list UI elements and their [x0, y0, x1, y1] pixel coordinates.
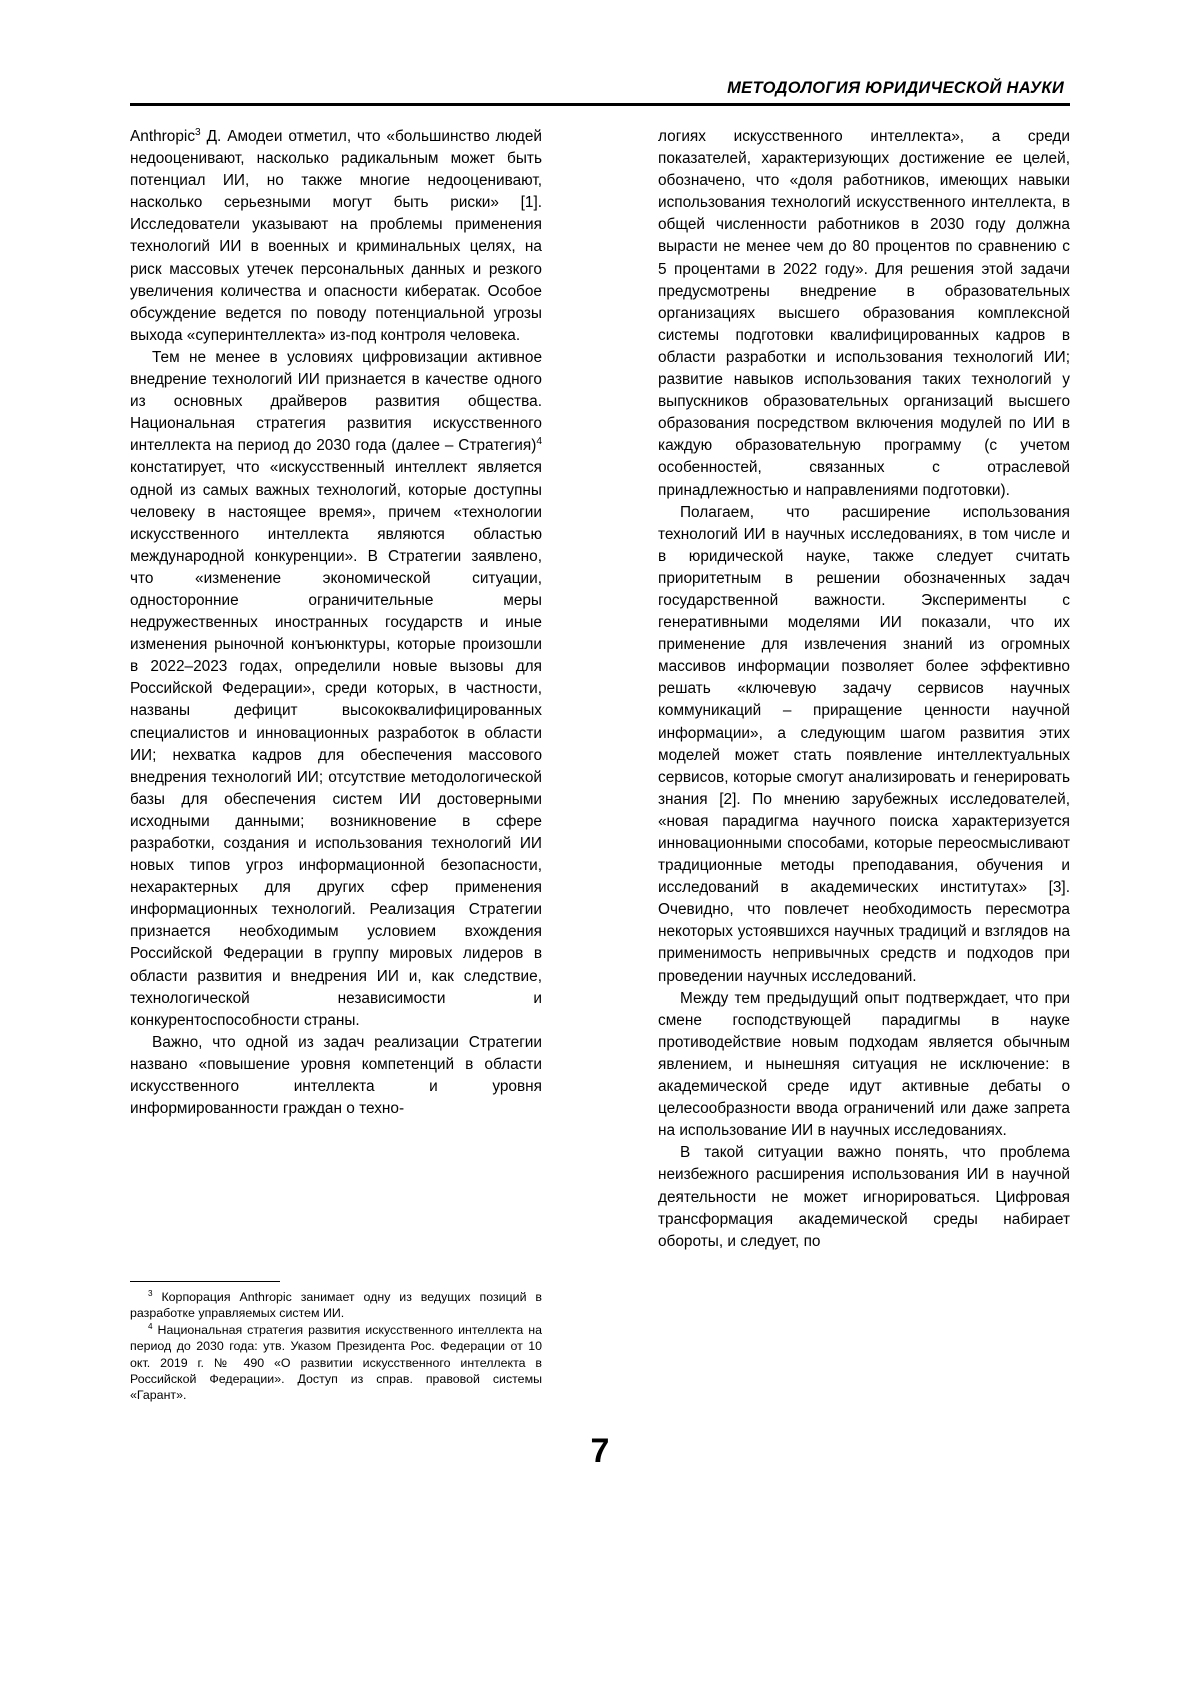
- footnote-item: $^3$ Корпорация Anthropic занимает одну из ведущих позиций в разработке управляемых систем ИИ.: [130, 1288, 542, 1321]
- paragraph: Полагаем, что расширение использования технологий ИИ в научных исследованиях, в том числе и в юридической науке, также следует считать приоритетным в решении обозначенных задач государственной важности. Эксперименты с генеративными моделями ИИ показали, что их применение для извлечения знаний из огромных массивов информации позволяет более эффективно решать «ключевую задачу сервисов научных коммуникаций – приращение ценности научной информации», а следующим шагом развития этих моделей может стать появление интеллектуальных сервисов, которые смогут анализировать и генерировать знания [2]. По мнению зарубежных исследователей, «новая парадигма научного поиска характеризуется инновационными способами, которые переосмысливают традиционные методы преподавания, обучения и исследований в академических институтах» [3]. Очевидно, что повлечет необходимость пересмотра некоторых устоявшихся научных традиций и взглядов на применимость непривычных средств и подходов при проведении научных исследований.: [658, 503, 1070, 985]
- paragraph: Тем не менее в условиях цифровизации активное внедрение технологий ИИ признается в качестве одного из основных драйверов развития общества. Национальная стратегия развития искусственного интеллекта на период до 2030 года (далее – Стратегия)$^4$ констатирует, что «искусственный интеллект является одной из самых важных технологий, которые доступны человеку в настоящее время», причем «технологии искусственного интеллекта являются областью международной конкуренции». В Стратегии заявлено, что «изменение экономической ситуации, односторонние ограничительные меры недружественных иностранных государств и иные изменения рыночной конъюнктуры, которые произошли в 2022–2023 годах, определили новые вызовы для Российской Федерации», среди которых, в частности, названы дефицит высококвалифицированных специалистов и инновационных разработок в области ИИ; нехватка кадров для обеспечения массового внедрения технологий ИИ; отсутствие методологической базы для обеспечения систем ИИ достоверными исходными данными; возникновение в сфере разработки, создания и использования технологий ИИ новых типов угроз информационной безопасности, нехарактерных для других сфер применения информационных технологий. Реализация Стратегии признается необходимым условием вхождения Российской Федерации в группу мировых лидеров в области развития и внедрения ИИ и, как следствие, технологической независимости и конкурентоспособности страны.: [130, 348, 542, 1029]
- left-column: [130, 126, 542, 1120]
- footnotes-block: [130, 1281, 542, 1404]
- paragraph: логиях искусственного интеллекта», а среди показателей, характеризующих достижение ее целей, обозначено, что «доля работников, имеющих навыки использования технологий искусственного интеллекта, в общей численности работников в 2030 году должна вырасти не менее чем до 80 процентов по сравнению с 5 процентами в 2022 году». Для решения этой задачи предусмотрены внедрение в образовательных организациях высшего образования комплексной системы подготовки квалифицированных кадров в области разработки и использования технологий ИИ; развитие навыков использования таких технологий у выпускников образовательных организаций высшего образования посредством включения модулей по ИИ в каждую образовательную программу (с учетом особенностей, связанных с отраслевой принадлежностью и направлениями подготовки).: [658, 128, 1070, 499]
- paragraph: Важно, что одной из задач реализации Стратегии названо «повышение уровня компетенций в области искусственного интеллекта и уровня информированности граждан о техно-: [130, 1033, 542, 1118]
- running-header: [130, 78, 1070, 106]
- footnote-item: $^4$ Национальная стратегия развития искусственного интеллекта на период до 2030 года: утв. Указом Президента Рос. Федерации от 10 окт. 2019 г. № 490 «О развитии искусственного интеллекта в Российской Федерации». Доступ из справ. правовой системы «Гарант».: [130, 1321, 542, 1403]
- page-number: 7: [590, 1432, 610, 1470]
- paragraph: В такой ситуации важно понять, что проблема неизбежного расширения использования ИИ в научной деятельности не может игнорироваться. Цифровая трансформация академической среды набирает обороты, и следует, по: [658, 1144, 1070, 1250]
- footnote-divider: [130, 1281, 280, 1282]
- header-divider: [130, 103, 1070, 106]
- paragraph: Anthropic$^3$ Д. Амодеи отметил, что «большинство людей недооценивают, насколько радикальным может быть потенциал ИИ, но также многие недооценивают, насколько серьезными могут быть риски» [1]. Исследователи указывают на проблемы применения технологий ИИ в военных и криминальных целях, на риск массовых утечек персональных данных и резкого увеличения количества и опасности кибератак. Особое обсуждение ведется по поводу потенциальной угрозы выхода «суперинтеллекта» из-под контроля человека.: [130, 126, 542, 344]
- running-header-title: МЕТОДОЛОГИЯ ЮРИДИЧЕСКОЙ НАУКИ: [727, 79, 1064, 97]
- right-column: [658, 126, 1070, 1253]
- paragraph: Между тем предыдущий опыт подтверждает, что при смене господствующей парадигмы в науке противодействие новым подходам является обычным явлением, и нынешняя ситуация не исключение: в академической среде идут активные дебаты о целесообразности ввода ограничений или даже запрета на использование ИИ в научных исследованиях.: [658, 989, 1070, 1140]
